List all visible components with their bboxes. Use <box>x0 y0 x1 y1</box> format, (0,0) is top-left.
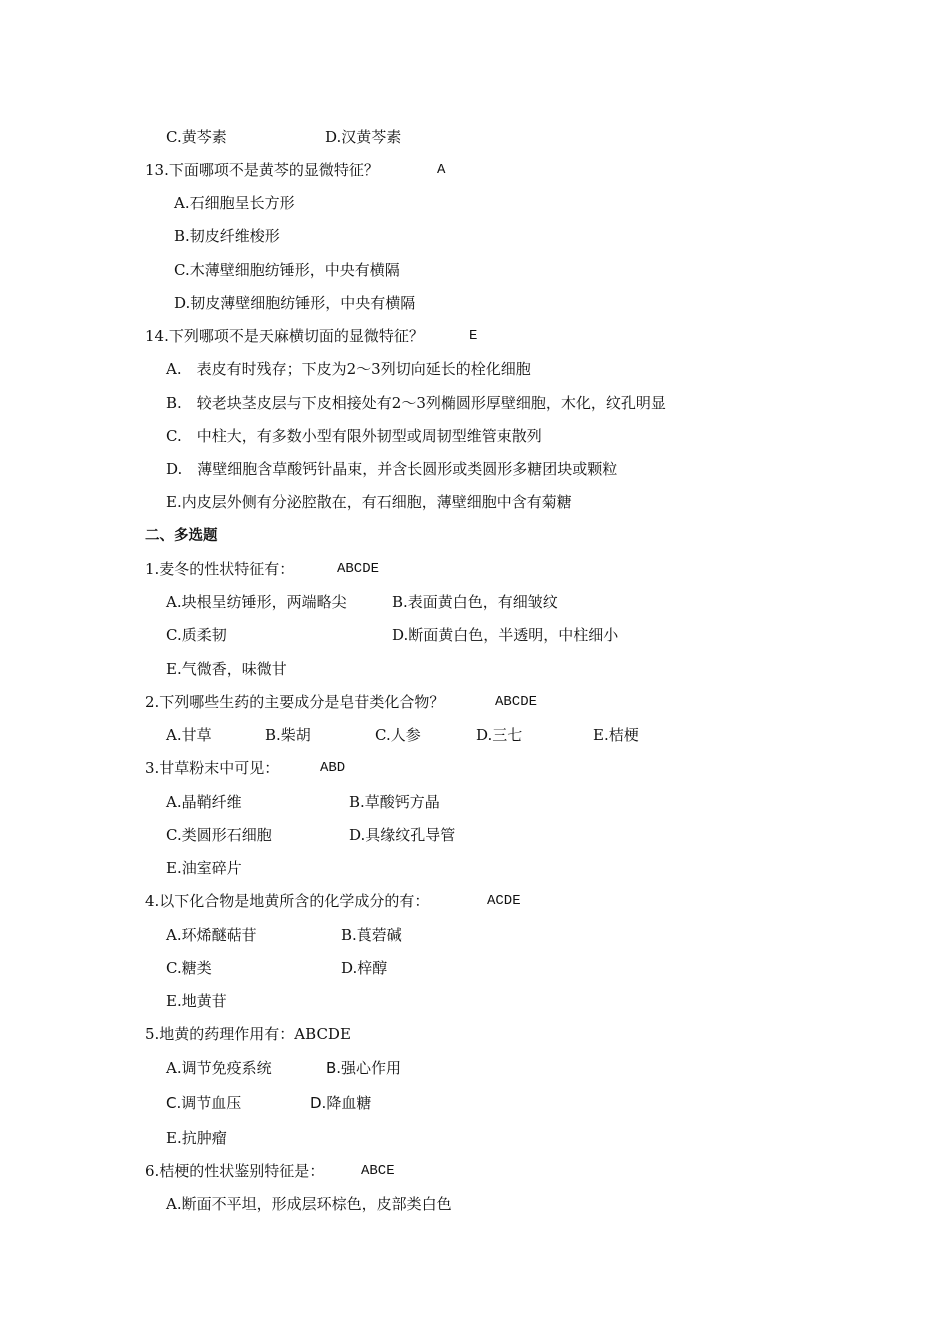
m5-option-e: E.抗肿瘤 <box>166 1129 227 1147</box>
m3-answer: ABD <box>320 760 346 776</box>
m1-option-e: E.气微香，味微甘 <box>166 660 287 678</box>
m3-option-c: C.类圆形石细胞 <box>166 826 272 844</box>
m4-stem: 4.以下化合物是地黄所含的化学成分的有： <box>145 892 430 910</box>
q13-option-d: D.韧皮薄壁细胞纺锤形，中央有横隔 <box>174 294 416 312</box>
m5-option-c: C.调节血压 <box>166 1094 242 1112</box>
m3-stem: 3.甘草粉末中可见： <box>145 759 280 777</box>
m3-option-b: B.草酸钙方晶 <box>349 793 440 811</box>
q13-option-a: A.石细胞呈长方形 <box>174 194 295 212</box>
m2-stem: 2.下列哪些生药的主要成分是皂苷类化合物？ <box>145 693 445 711</box>
m2-option-e: E.桔梗 <box>593 726 639 744</box>
m5-option-d: D.降血糖 <box>310 1094 372 1112</box>
m5-stem: 5.地黄的药理作用有：ABCDE <box>145 1025 351 1043</box>
m2-option-a: A.甘草 <box>166 726 212 744</box>
m6-option-a: A.断面不平坦，形成层环棕色，皮部类白色 <box>166 1195 452 1213</box>
m4-option-b: B.莨菪碱 <box>341 926 402 944</box>
section-heading: 二、多选题 <box>145 528 218 544</box>
m4-option-c: C.糖类 <box>166 959 212 977</box>
q12-option-d: D.汉黄芩素 <box>325 128 402 146</box>
q14-option-e: E.内皮层外侧有分泌腔散在，有石细胞，薄壁细胞中含有菊糖 <box>166 493 572 511</box>
m2-option-d: D.三七 <box>476 726 523 744</box>
m3-option-d: D.具缘纹孔导管 <box>349 826 456 844</box>
q13-answer: A <box>437 162 446 178</box>
m3-option-a: A.晶鞘纤维 <box>166 793 242 811</box>
m5-option-b: B.强心作用 <box>326 1059 402 1077</box>
m1-option-d: D.断面黄白色，半透明，中柱细小 <box>392 626 619 644</box>
m2-answer: ABCDE <box>495 694 538 710</box>
m1-stem: 1.麦冬的性状特征有： <box>145 560 295 578</box>
m4-option-d: D.梓醇 <box>341 959 388 977</box>
m1-option-b: B.表面黄白色，有细皱纹 <box>392 593 558 611</box>
q14-option-b: B. 较老块茎皮层与下皮相接处有2～3列椭圆形厚壁细胞，木化，纹孔明显 <box>166 394 666 412</box>
m1-option-c: C.质柔韧 <box>166 626 227 644</box>
q12-option-c: C.黄芩素 <box>166 128 227 146</box>
m4-option-a: A.环烯醚萜苷 <box>166 926 257 944</box>
q14-answer: E <box>469 328 478 344</box>
m6-stem: 6.桔梗的性状鉴别特征是： <box>145 1162 325 1180</box>
q14-option-c: C. 中柱大，有多数小型有限外韧型或周韧型维管束散列 <box>166 427 542 445</box>
m6-answer: ABCE <box>361 1163 395 1179</box>
q13-option-c: C.木薄壁细胞纺锤形，中央有横隔 <box>174 261 400 279</box>
m4-answer: ACDE <box>487 893 521 909</box>
q13-stem: 13.下面哪项不是黄芩的显微特征？ <box>145 161 379 179</box>
q14-option-a: A. 表皮有时残存；下皮为2～3列切向延长的栓化细胞 <box>166 360 531 378</box>
m4-option-e: E.地黄苷 <box>166 992 227 1010</box>
m1-option-a: A.块根呈纺锤形，两端略尖 <box>166 593 347 611</box>
m3-option-e: E.油室碎片 <box>166 859 242 877</box>
m5-option-a: A.调节免疫系统 <box>166 1059 272 1077</box>
q14-stem: 14.下列哪项不是天麻横切面的显微特征？ <box>145 327 424 345</box>
q14-option-d: D. 薄壁细胞含草酸钙针晶束，并含长圆形或类圆形多糖团块或颗粒 <box>166 460 618 478</box>
m2-option-c: C.人参 <box>375 726 421 744</box>
m1-answer: ABCDE <box>337 561 380 577</box>
m2-option-b: B.柴胡 <box>265 726 311 744</box>
q13-option-b: B.韧皮纤维梭形 <box>174 227 280 245</box>
